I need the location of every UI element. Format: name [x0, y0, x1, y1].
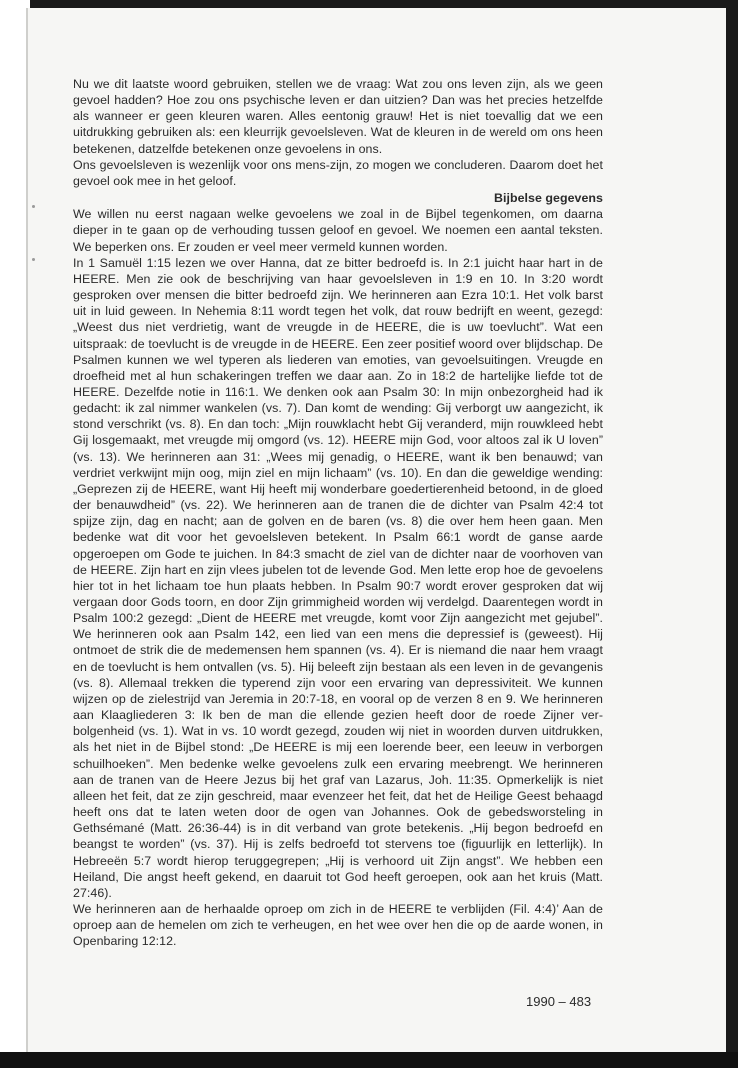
- paragraph: Nu we dit laatste woord gebruiken, stellen we de vraag: Wat zou ons leven zijn, als we geen gevoel hadden? Hoe zou ons psychische leven er dan uitzien? Dan was het precies hetzelfde als wanneer er geen kleuren waren. Alles eentonig grauw! Het is niet toevallig dat we een uitdrukking gebruiken als: een kleurrijk gevoelsleven. Wat de kleuren in de wereld om ons heen betekenen, datzelfde betekenen onze gevoelens in ons.: [73, 77, 603, 156]
- footer-page-number: 483: [569, 994, 592, 1009]
- paragraph: Ons gevoelsleven is wezenlijk voor ons mens-zijn, zo mogen we concluderen. Daarom doet het gevoel ook mee in het geloof.: [73, 157, 603, 188]
- paragraph: We willen nu eerst nagaan welke gevoelens we zoal in de Bijbel tegenkomen, om daarna dieper in te gaan op de verhouding tussen geloof en gevoel. We noemen een aantal teksten. We beperken ons. Er zouden er veel meer vermeld kunnen worden.: [73, 207, 603, 254]
- body-text: [73, 76, 603, 949]
- footer-separator: –: [558, 994, 566, 1009]
- margin-mark: [32, 258, 35, 261]
- page-footer: [526, 994, 591, 1009]
- scan-bottom-edge: [0, 1052, 738, 1068]
- paragraph: In 1 Samuël 1:15 lezen we over Hanna, dat ze bitter bedroefd is. In 2:1 juicht haar hart in de HEERE. Men zie ook de beschrijving van haar gevoelsleven in 1:9 en 10. In 3:20 wordt gesproken over mensen die bitter bedroefd zijn. We herinneren aan Ezra 10:1. Het volk barst uit in luid geween. In Nehemia 8:11 wordt tegen het volk, dat rouw bedrijft en weent, gezegd: „Weest dus niet verdrietig, want de vreugde in de HEERE, die is uw toevlucht”. Wat een uitspraak: de toevlucht is de vreugde in de HEERE. Een zeer positief woord over blijdschap. De Psalmen kunnen we wel typeren als liederen van emoties, van gevoelsuitingen. Vreugde en droefheid met al hun schakeringen treffen we daar aan. Zo in 18:2 de hartelijke liefde tot de HEERE. Dezelfde notie in 116:1. We denken ook aan Psalm 30: In mijn onbezorgheid had ik gedacht: ik zal nimmer wankelen (vs. 7). Dan komt de wending: Gij verborgt uw aangezicht, ik stond verschrikt (vs. 8). En dan toch: „Mijn rouwklacht hebt Gij veranderd, mijn rouwkleed hebt Gij losgemaakt, met vreugde mij omgord (vs. 12). HEERE mijn God, voor altoos zal ik U loven” (vs. 13). We herinneren aan 31: „Wees mij genadig, o HEERE, want ik ben benauwd; van verdriet verkwijnt mijn oog, mijn ziel en mijn lichaam” (vs. 10). En dan die geweldige wending: „Geprezen zij de HEERE, want Hij heeft mij wonderbare goedertierenheid betoond, in de gloed der benauwdheid” (vs. 22). We herinneren aan de tranen die de dichter van Psalm 42:4 tot spijze zijn, dag en nacht; aan de golven en de baren (vs. 8) die over hem heen gaan. Men bedenke wat dit voor het gevoelsleven betekent. In Psalm 66:1 wordt de ganse aarde opgeroepen om Gode te juichen. In 84:3 smacht de ziel van de dichter naar de voorhoven van de HEERE. Zijn hart en zijn vlees jubelen tot de levende God. Men lette erop hoe de gevoelens hier tot in het lichaam toe hun plaats hebben. In Psalm 90:7 wordt erover gesproken dat wij vergaan door Gods toorn, en door Zijn grimmigheid worden wij verdelgd. Daarentegen wordt in Psalm 100:2 gezegd: „Dient de HEERE met vreugde, komt voor Zijn aangezicht met gejubel”. We herinneren ook aan Psalm 142, een lied van een mens die depressief is (geweest). Hij ontmoet de strik die de medemensen hem spannen (vs. 4). Er is niemand die naar hem vraagt en de toevlucht is hem ontvallen (vs. 5). Hij beleeft zijn bestaan als een leven in de gevangenis (vs. 8). Allemaal trekken die typerend zijn voor een ervaring van depressiviteit. We kunnen wijzen op de zielestrijd van Jeremia in 20:7-18, en vooral op de verzen 8 en 9. We herinneren aan Klaagliederen 3: Ik ben de man die ellende gezien heeft door de roede Zijner verbolgenheid (vs. 1). Wat in vs. 10 wordt gezegd, zouden wij niet in woorden durven uitdrukken, als het niet in de Bijbel stond: „De HEERE is mij een loerende beer, een leeuw in verborgen schuilhoeken”. Men bedenke welke gevoelens zulk een ervaring meebrengt. We herinneren aan de tranen van de Heere Jezus bij het graf van Lazarus, Joh. 11:35. Opmerkelijk is niet alleen het feit, dat ze zijn geschreid, maar evenzeer het feit, dat het de Heilige Geest behaagd heeft ons dat te laten weten door de ogen van Johannes. Ook de gebedsworsteling in Gethsémané (Matt. 26:36-44) is in dit verband van grote betekenis. „Hij begon bedroefd en beangst te worden” (vs. 37). Hij is zelfs bedroefd tot stervens toe (figuurlijk en letterlijk). In Hebreeën 5:7 wordt hierop teruggegrepen; „Hij is verhoord uit Zijn angst”. We hebben een Heiland, Die angst heeft gekend, en daaruit tot God heeft geroepen, ook aan het kruis (Matt. 27:46).: [73, 255, 603, 900]
- section-heading: Bijbelse gegevens: [494, 191, 603, 206]
- margin-mark: [32, 205, 35, 208]
- paragraph: We herinneren aan de herhaalde oproep om zich in de HEERE te verblijden (Fil. 4:4)’ Aan de oproep aan de hemelen om zich te verheugen, en het wee over hen die op de aarde wonen, in Openbaring 12:12.: [73, 901, 603, 949]
- footer-year: 1990: [526, 994, 555, 1009]
